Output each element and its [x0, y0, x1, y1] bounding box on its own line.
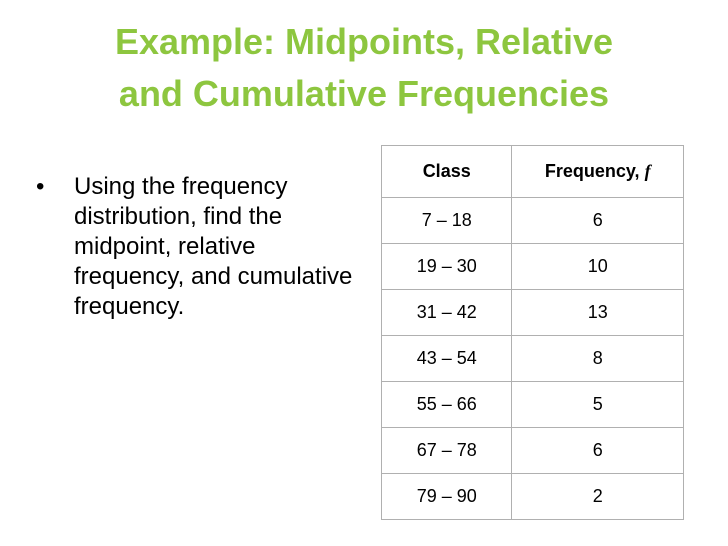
class-cell: 79 – 90 [382, 474, 512, 520]
bullet-text: Using the frequency distribution, find the midpoint, relative frequency, and cumulative frequency. [74, 173, 353, 320]
class-cell: 43 – 54 [382, 336, 512, 382]
header-class: Class [382, 146, 512, 198]
table-row [382, 474, 684, 520]
slide-title-line-1: Example: Midpoints, Relative [114, 21, 614, 62]
frequency-cell: 6 [512, 198, 684, 244]
frequency-cell: 13 [512, 290, 684, 336]
table-row [382, 382, 684, 428]
class-cell: 67 – 78 [382, 428, 512, 474]
header-frequency-label: Frequency, [544, 161, 640, 181]
class-cell: 7 – 18 [382, 198, 512, 244]
table-row [382, 290, 684, 336]
table-row [382, 198, 684, 244]
frequency-cell: 8 [512, 336, 684, 382]
header-frequency [512, 146, 684, 198]
class-cell: 31 – 42 [382, 290, 512, 336]
frequency-cell: 5 [512, 382, 684, 428]
table-row [382, 336, 684, 382]
header-frequency-symbol: f [644, 161, 651, 181]
frequency-cell: 10 [512, 244, 684, 290]
bullet-point [36, 172, 356, 322]
frequency-cell: 6 [512, 428, 684, 474]
slide-title [0, 16, 728, 120]
table-row [382, 428, 684, 474]
class-cell: 19 – 30 [382, 244, 512, 290]
bullet-icon: • [36, 173, 45, 200]
frequency-cell: 2 [512, 474, 684, 520]
table-row [382, 244, 684, 290]
frequency-table [381, 145, 684, 520]
class-cell: 55 – 66 [382, 382, 512, 428]
slide-title-line-2: and Cumulative Frequencies [118, 73, 610, 114]
table-header-row [382, 146, 684, 198]
